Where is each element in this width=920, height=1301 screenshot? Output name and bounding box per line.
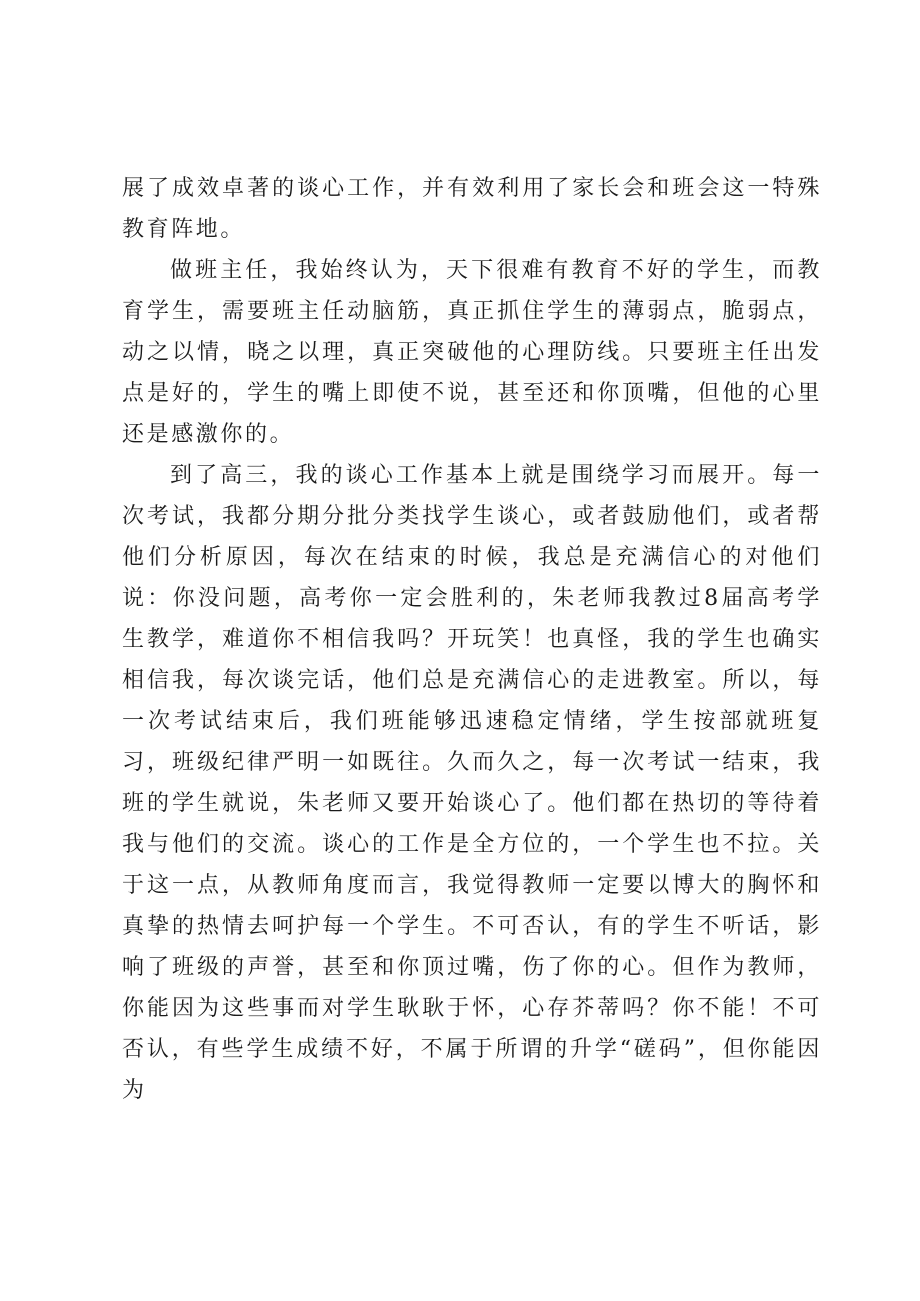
paragraph-1: 展了成效卓著的谈心工作，并有效利用了家长会和班会这一特殊教育阵地。 xyxy=(122,176,822,242)
document-body xyxy=(122,168,822,1111)
paragraph-2: 做班主任，我始终认为，天下很难有教育不好的学生，而教育学生，需要班主任动脑筋，真正抓住学生的薄弱点，脆弱点，动之以情，晓之以理，真正突破他的心理防线。只要班主任出发点是好的，学生的嘴上即使不说，甚至还和你顶嘴，但他的心里还是感激你的。 xyxy=(122,258,822,447)
paragraph-3: 到了高三，我的谈心工作基本上就是围绕学习而展开。每一次考试，我都分期分批分类找学生谈心，或者鼓励他们，或者帮他们分析原因，每次在结束的时候，我总是充满信心的对他们说：你没问题，高考你一定会胜利的，朱老师我教过8届高考学生教学，难道你不相信我吗？开玩笑！也真怪，我的学生也确实相信我，每次谈完话，他们总是充满信心的走进教室。所以，每一次考试结束后，我们班能够迅速稳定情绪，学生按部就班复习，班级纪律严明一如既往。久而久之，每一次考试一结束，我班的学生就说，朱老师又要开始谈心了。他们都在热切的等待着我与他们的交流。谈心的工作是全方位的，一个学生也不拉。关于这一点，从教师角度而言，我觉得教师一定要以博大的胸怀和真挚的热情去呵护每一个学生。不可否认，有的学生不听话，影响了班级的声誉，甚至和你顶过嘴，伤了你的心。但作为教师，你能因为这些事而对学生耿耿于怀，心存芥蒂吗？你不能！不可否认，有些学生成绩不好，不属于所谓的升学“磋码”，但你能因为 xyxy=(122,463,822,1103)
